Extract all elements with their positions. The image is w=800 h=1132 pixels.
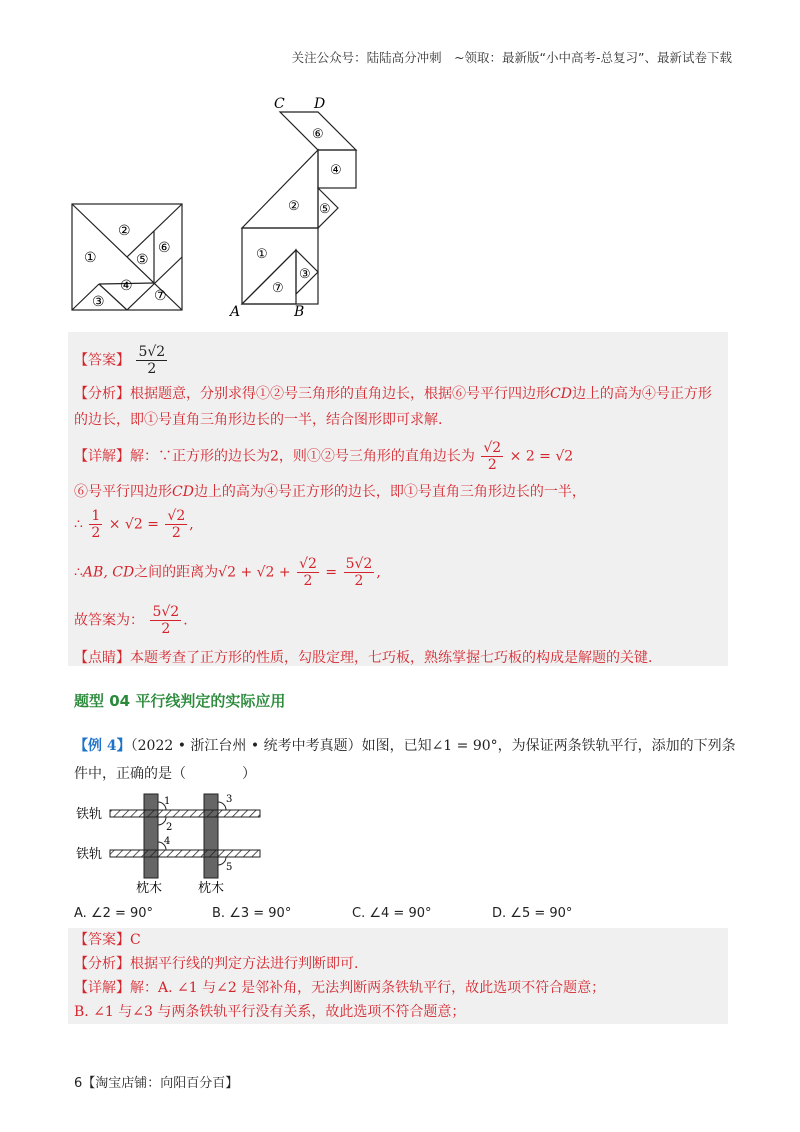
option-d[interactable]: D. ∠5 = 90°	[492, 906, 573, 921]
angle-label-4: 4	[164, 836, 171, 847]
fig-label-c: C	[274, 96, 285, 112]
sq-label-2: ②	[118, 223, 131, 239]
detail-1-line-3: ∴ $\frac{1}{2}$ × √2 = $\frac{√2}{2}$ ,	[74, 508, 194, 541]
sleeper-label-1: 枕木	[136, 881, 163, 896]
detail-1-line-5: 故答案为： $\frac{5√2}{2}$ .	[74, 604, 188, 637]
comment-1: 【点睛】本题考查了正方形的性质，勾股定理，七巧板，熟练掌握七巧板的构成是解题的关键.	[74, 650, 653, 666]
fig-piece-3: ③	[299, 267, 311, 282]
sleeper-label-2: 枕木	[198, 881, 225, 896]
sq-label-4: ④	[120, 278, 133, 294]
detail-2-line-1: 【详解】解：A. ∠1 与∠2 是邻补角，无法判断两条铁轨平行，故此选项不符合题意；	[74, 980, 606, 996]
railway-figure	[74, 788, 274, 898]
option-a[interactable]: A. ∠2 = 90°	[74, 906, 154, 921]
detail-2-line-2: B. ∠1 与∠3 与两条铁轨平行没有关系，故此选项不符合题意；	[74, 1004, 466, 1020]
analysis-1-line-2: 的边长，即①号直角三角形边长的一半，结合图形即可求解.	[74, 412, 443, 428]
fig-piece-1: ①	[256, 247, 268, 262]
page-footer: 6【淘宝店铺：向阳百分百】	[74, 1076, 239, 1091]
tangram-shape-figure	[228, 92, 368, 318]
answer-1: 【答案】 $\frac{5√2}{2}$	[74, 344, 166, 377]
sq-label-3: ③	[92, 294, 105, 310]
analysis-1-line-1: 【分析】根据题意，分别求得①②号三角形的直角边长，根据⑥号平行四边形CD边上的高为④号正方形	[74, 386, 712, 402]
sq-label-7: ⑦	[154, 288, 167, 304]
fig-piece-6: ⑥	[312, 127, 324, 142]
sq-label-1: ①	[84, 250, 97, 266]
angle-label-1: 1	[164, 796, 171, 807]
angle-label-3: 3	[226, 794, 233, 805]
rail-label-1: 铁轨	[76, 807, 103, 822]
example-4-line-2: 件中，正确的是（ ）	[74, 766, 256, 782]
page-header: 关注公众号：陆陆高分冲刺 ~领取：最新版“小中高考-总复习”、最新试卷下载	[291, 50, 732, 65]
fig-label-d: D	[314, 96, 326, 112]
detail-1-line-1: 【详解】解：∵正方形的边长为2，则①②号三角形的直角边长为 $\frac{√2}{2}$ × 2 = √2	[74, 440, 574, 473]
example-4-line-1: 【例 4】（2022 • 浙江台州 • 统考中考真题）如图，已知∠1 = 90°，为保证两条铁轨平行，添加的下列条	[74, 738, 736, 754]
fig-label-b: B	[294, 304, 305, 318]
detail-1-line-2: ⑥号平行四边形CD边上的高为④号正方形的边长，即①号直角三角形边长的一半，	[74, 484, 586, 500]
angle-label-5: 5	[226, 862, 233, 873]
section-title: 题型 04 平行线判定的实际应用	[74, 692, 286, 710]
angle-label-2: 2	[166, 822, 173, 833]
answer-2: 【答案】C	[74, 932, 141, 948]
answer-1-fraction: $\frac{5√2}{2}$	[138, 344, 166, 377]
analysis-2: 【分析】根据平行线的判定方法进行判断即可.	[74, 956, 359, 972]
detail-1-line-4: ∴AB, CD之间的距离为√2 + √2 + $\frac{√2}{2}$ = $\frac{5√2}{2}$ ,	[74, 556, 381, 589]
fig-piece-7: ⑦	[272, 281, 284, 296]
option-c[interactable]: C. ∠4 = 90°	[352, 906, 432, 921]
fig-label-a: A	[230, 304, 241, 318]
sq-label-5: ⑤	[136, 252, 149, 268]
sq-label-6: ⑥	[158, 240, 171, 256]
fig-piece-5: ⑤	[319, 202, 331, 217]
fig-piece-2: ②	[288, 199, 300, 214]
tangram-square-figure	[70, 202, 186, 314]
fig-piece-4: ④	[330, 163, 342, 178]
option-b[interactable]: B. ∠3 = 90°	[212, 906, 292, 921]
rail-label-2: 铁轨	[76, 847, 103, 862]
